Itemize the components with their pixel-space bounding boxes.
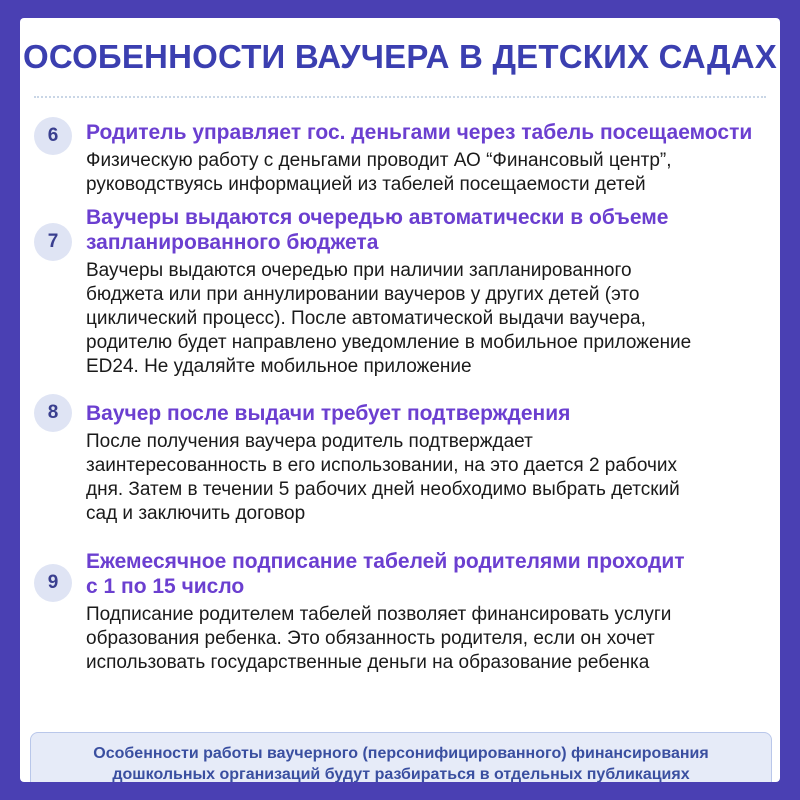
- body-line: Ваучеры выдаются очередью при наличии запланированного: [86, 260, 632, 281]
- body-line: циклический процесс). После автоматической выдачи ваучера,: [86, 308, 646, 329]
- body-line: родителю будет направлено уведомление в мобильное приложение: [86, 332, 692, 353]
- item-body: [86, 430, 771, 526]
- body-line: После получения ваучера родитель подтверждает: [86, 431, 533, 452]
- footer-note: [30, 732, 772, 782]
- item-heading: [86, 401, 766, 426]
- footer-line: Особенности работы ваучерного (персонифицированного) финансирования: [93, 745, 709, 762]
- info-card: [20, 18, 780, 782]
- body-line: ED24. Не удаляйте мобильное приложение: [86, 356, 472, 377]
- step-number-badge: 7: [34, 223, 72, 261]
- heading-line: с 1 по 15 число: [86, 575, 245, 598]
- item-body: [86, 603, 771, 675]
- dotted-divider: [34, 96, 766, 98]
- body-line: руководствуясь информацией из табелей посещаемости детей: [86, 174, 646, 195]
- body-line: сад и заключить договор: [86, 503, 306, 524]
- item-body: [86, 259, 771, 379]
- body-line: использовать государственные деньги на образование ребенка: [86, 652, 650, 673]
- heading-line: запланированного бюджета: [86, 231, 379, 254]
- body-line: дня. Затем в течении 5 рабочих дней необходимо выбрать детский: [86, 479, 680, 500]
- step-number-badge: 9: [34, 564, 72, 602]
- heading-line: Родитель управляет гос. деньгами через табель посещаемости: [86, 121, 753, 144]
- step-number-badge: 6: [34, 117, 72, 155]
- body-line: заинтересованность в его использовании, на это дается 2 рабочих: [86, 455, 677, 476]
- page-title: ОСОБЕННОСТИ ВАУЧЕРА В ДЕТСКИХ САДАХ: [22, 38, 778, 75]
- item-heading: [86, 205, 766, 255]
- heading-line: Ежемесячное подписание табелей родителями проходит: [86, 550, 685, 573]
- body-line: бюджета или при аннулировании ваучеров у других детей (это: [86, 284, 640, 305]
- body-line: Физическую работу с деньгами проводит АО “Финансовый центр”,: [86, 150, 672, 171]
- item-heading: [86, 549, 766, 599]
- body-line: Подписание родителем табелей позволяет финансировать услуги: [86, 604, 672, 625]
- item-body: [86, 149, 771, 197]
- item-heading: [86, 120, 766, 145]
- heading-line: Ваучер после выдачи требует подтверждения: [86, 402, 571, 425]
- step-number-badge: 8: [34, 394, 72, 432]
- heading-line: Ваучеры выдаются очередью автоматически в объеме: [86, 206, 669, 229]
- body-line: образования ребенка. Это обязанность родителя, если он хочет: [86, 628, 655, 649]
- footer-line: дошкольных организаций будут разбираться в отдельных публикациях: [112, 766, 690, 782]
